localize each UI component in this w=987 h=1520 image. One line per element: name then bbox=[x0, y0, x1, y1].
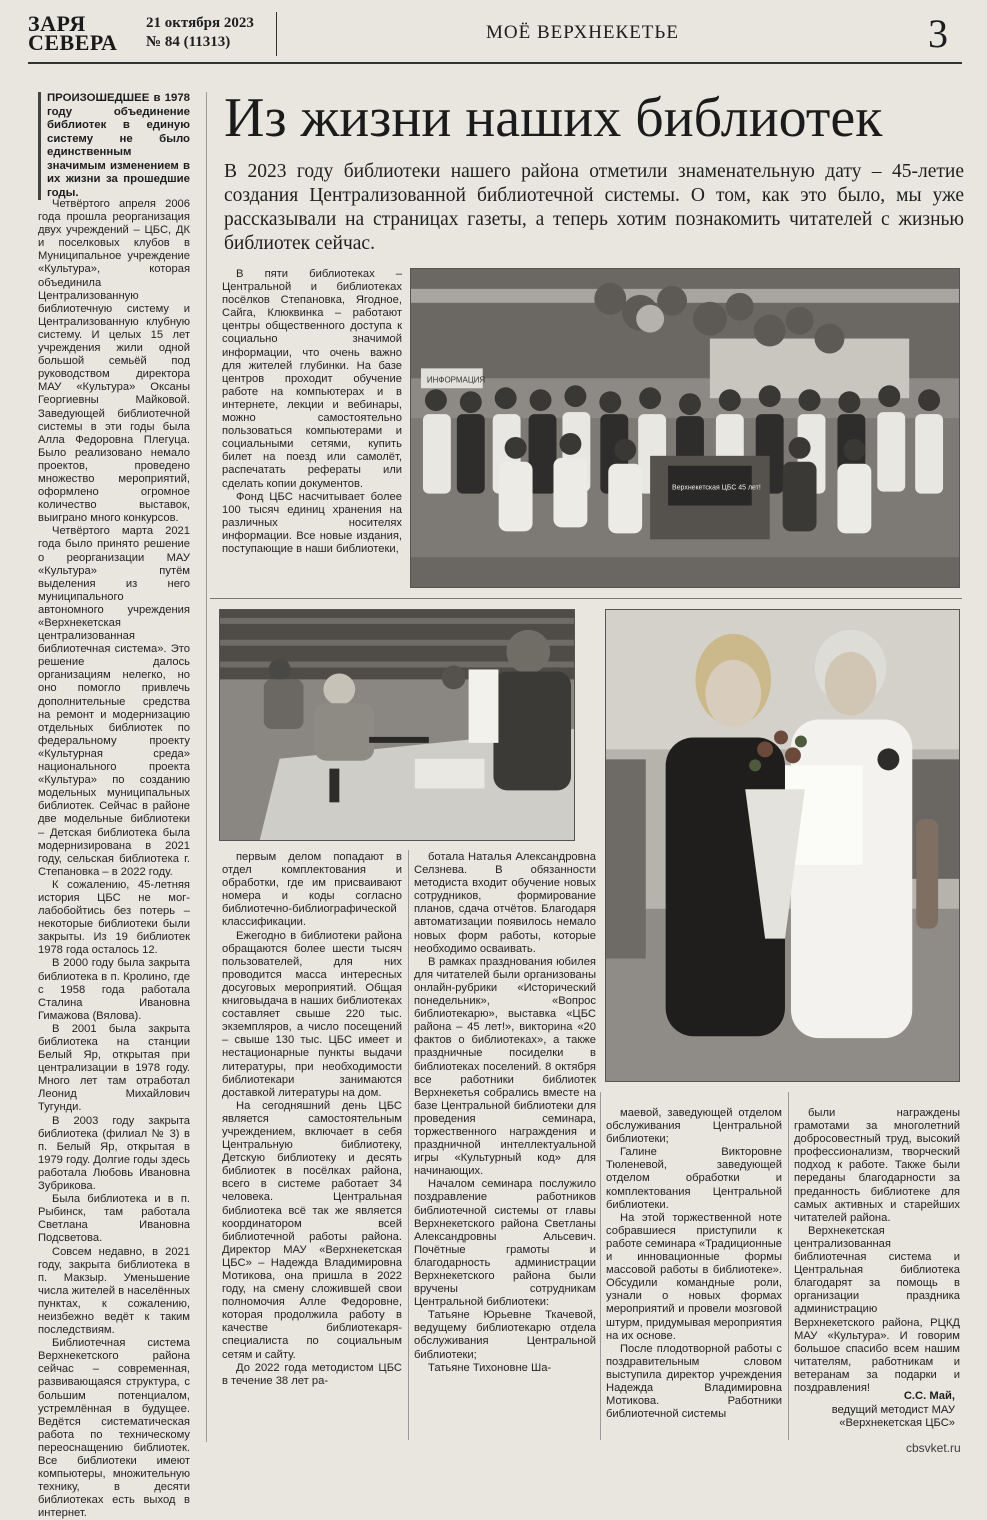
issue-date: 21 октября 2023 bbox=[146, 15, 254, 31]
awardees-image bbox=[606, 610, 959, 1081]
masthead bbox=[28, 11, 133, 55]
col5-paragraph: После плодотворной работы с поздравительным словом выступила директор учреждения Надежда Владимировна Мотикова. Работники библиотечной системы bbox=[606, 1342, 782, 1421]
lead-box: ПРОИЗОШЕДШЕЕ в 1978 году объединение библиотек в единую систему не было единственным значимым изменением в их жизни за прошедшие годы. bbox=[38, 92, 190, 200]
reading-room-image bbox=[220, 610, 574, 840]
group-photo-sign: ИНФОРМАЦИЯ bbox=[426, 375, 486, 385]
issue-info bbox=[146, 14, 254, 52]
col4-paragraph: Татьяне Тихоновне Ша- bbox=[428, 1361, 552, 1374]
col6-paragraph: были награждены грамотами за многолетний добросовестный труд, высокий профессионализм, творческий подход к работе. Также были переданы благодарности за преданность библиотеке для самых активных и старейших читателей района. bbox=[794, 1107, 960, 1224]
col1-paragraph: Библиотечная система Верхнекетского района сейчас – современная, развивающаяся структура, с большим потенциалом, устремлённая в будущее. Ведётся систематическая работа по техническому переоснащению библиотек. Все библиотеки имеют компьютеры, множительную технику, в десяти библиотеках есть выход в интернет. bbox=[38, 1337, 190, 1520]
col2-paragraph: В пяти библиотеках – Центральной и библиотеках посёлков Степановка, Ягодное, Сайга, Клюквинка – работают центры общественного доступа к социально значимой информации, что очень важно для жителей глубинки. На базе центров проходит обучение работе на компьютерах и в интернете, лекции и вебинары, можно самостоятельно пользоваться компьютерами и социальными сетями, купить билет на поезд или самолёт, распечатать рефераты или сделать копии документов. bbox=[222, 268, 402, 490]
author-signature bbox=[805, 1390, 955, 1431]
col4-paragraph: Началом семинара послужило поздравление работников библиотечной системы от главы Верхнекетского района Светланы Александровны Альсевич. Почётные грамоты и благодарность администрации Верхнекетского района были вручены сотрудникам Центральной библиотеки: bbox=[414, 1178, 596, 1309]
section-title: МОЁ ВЕРХНЕКЕТЬЕ bbox=[486, 22, 679, 43]
column-rule bbox=[788, 1092, 789, 1440]
group-photo bbox=[410, 268, 960, 588]
col1-paragraph: К сожалению, 45-летняя история ЦБС не моглабобойтись без потерь – некоторые библиотеки были закрыты. Из 19 библиотек 1978 года осталось 12. bbox=[38, 878, 190, 957]
col1-paragraph: Совсем недавно, в 2021 году, закрыта библиотека в п. Макзыр. Уменьшение числа жителей в населённых пунктах, к сожалению, неизбежно ведёт к таким последствиям. bbox=[38, 1245, 190, 1337]
page-number: 3 bbox=[928, 11, 948, 56]
column-rule bbox=[206, 92, 207, 1442]
header-rule bbox=[28, 62, 962, 64]
masthead-line-2: СЕВЕРА bbox=[28, 30, 118, 55]
column-2 bbox=[222, 268, 402, 556]
col5-paragraph: маевой, заведующей отделом обслуживания Центральной библиотеки; bbox=[606, 1107, 782, 1146]
reading-room-photo bbox=[219, 609, 575, 841]
column-6 bbox=[794, 1107, 960, 1395]
col5-paragraph: На этой торжественной ноте собравшиеся приступили к работе семинара «Традиционные и инновационные формы массовой работы в библиотеке». Обсудили командные роли, узнали о новых формах мероприятий и провели мозговой штурм, придумывая мероприятия на их основе. bbox=[606, 1211, 783, 1342]
column-4 bbox=[414, 851, 596, 1375]
article-subtitle: В 2023 году библиотеки нашего района отметили знаменательную дату – 45-летие создания Централизованной библиотечной системы. О том, как это было, мы уже рассказывали на страницах газеты, а теперь хотим познакомить читателей с жизнью библиотек сейчас. bbox=[224, 161, 964, 254]
column-rule bbox=[408, 850, 409, 1440]
col4-paragraph: Татьяне Юрьевне Ткачевой, ведущему библиотекарю отдела обслуживания Центральной библиотеки; bbox=[414, 1309, 596, 1361]
group-photo-banner: Верхнекетская ЦБС 45 лет! bbox=[672, 484, 761, 492]
column-3 bbox=[222, 851, 402, 1388]
col6-paragraph: Верхнекетская централизованная библиотечная система и Центральная библиотека благодарят за помощь в организации праздника администрацию Верхнекетского района, РЦКД МАУ «Культура». И говорим большое спасибо всем нашим читателям, работникам и ветеранам за подарки и поздравления! bbox=[794, 1224, 960, 1394]
column-1 bbox=[38, 198, 190, 1520]
col5-paragraph: Галине Викторовне Тюленевой, заведующей отделом обработки и комплектования Центральной библиотеки. bbox=[606, 1146, 782, 1211]
col1-paragraph: Была библиотека и в п. Рыбинск, там работала Светлана Ивановна Подсветова. bbox=[38, 1193, 190, 1245]
group-photo-image bbox=[411, 269, 959, 587]
col3-paragraph: На сегодняшний день ЦБС является самостоятельным учреждением, включает в себя Центральную библиотеку, Детскую библиотеку и десять библиотек в посёлках района, всего в системе работает 34 человека. Центральная библиотека всё так же является координатором всей библиотечной работы района. Директор МАУ «Верхнекетская ЦБС» – Надежда Владимировна Мотикова, она пришла в 2022 году, на смену сложившей свои полномочия Алле Федоровне, которая продолжила работу в качестве библиотекаря-специалиста по социальным сетям и сайту. bbox=[222, 1099, 402, 1361]
photo-divider bbox=[210, 598, 962, 599]
col3-paragraph: первым делом попадают в отдел комплектования и обработки, где им присваивают номера и коды согласно библиотечно-библиографической классификации. bbox=[222, 851, 402, 929]
author-role: ведущий методист МАУ «Верхнекетская ЦБС» bbox=[831, 1403, 955, 1429]
col1-paragraph: В 2003 году закрыта библиотека (филиал № 3) в п. Белый Яр, открытая в 1979 году. Долгие годы здесь работала Любовь Ивановна Зубрикова. bbox=[38, 1114, 190, 1193]
col3-paragraph: Ежегодно в библиотеки района обращаются более шести тысяч пользователей, для них проводится масса интересных досуговых мероприятий. Общая книговыдача в наших библиотеках составляет свыше 220 тыс. экземпляров, а число посещений – свыше 130 тыс. ЦБС имеет и нестационарные пункты выдачи литературы, при необходимости библиотекари занимаются доставкой литературы на дом. bbox=[222, 929, 402, 1099]
col1-paragraph: В 2000 году была закрыта библиотека в п. Кролино, где с 1958 года работала Сталина Ивановна Гимажова (Вялова). bbox=[38, 957, 190, 1022]
column-rule bbox=[600, 1092, 601, 1440]
col3-paragraph: До 2022 года методистом ЦБС в течение 38 лет ра- bbox=[222, 1361, 402, 1387]
author-name: С.С. Май, bbox=[903, 1390, 955, 1402]
col1-paragraph: Четвёртого апреля 2006 года прошла реорганизация двух учреждений – ЦБС, ДК и поселковых клубов в Муниципальное учреждение «Культура», которая объединила Централизованную библиотечную систему и Централизованную клубную систему. И целых 15 лет учреждения жили одной большой семьёй под руководством директора МАУ «Культура» Оксаны Георгиевны Майковой. Заведующей библиотечной системы в эти годы была Алла Федоровна Плегуца. Было реализовано немало проектов, проведено множество мероприятий, оформлено огромное количество выставок, выиграно много конкурсов. bbox=[38, 198, 190, 525]
col4-paragraph: В рамках празднования юбилея для читателей были организованы онлайн-рубрики «Исторический понедельник», «Вопрос библиотекарю», выставка «ЦБС района – 45 лет!», викторина «20 фактов о библиотеках», а также праздничные посиделки в библиотеках поселений. 8 октября все работники библиотек Верхнекетья собрались вместе на базе Центральной библиотеки для проведения семинара, торжественного награждения и праздничной интеллектуальной игры «Культурный код» для начинающих. bbox=[414, 955, 596, 1178]
article-title: Из жизни наших библиотек bbox=[224, 87, 883, 149]
column-5 bbox=[606, 1107, 782, 1421]
col2-paragraph: Фонд ЦБС насчитывает более 100 тысяч единиц хранения на различных носителях информации. Все новые издания, поступающие в наши библиотеки, bbox=[222, 490, 402, 555]
awardees-photo bbox=[605, 609, 960, 1082]
col1-paragraph: В 2001 была закрыта библиотека на станции Белый Яр, открытая при централизации в 1978 году. Много лет там отработал Леонид Михайлович Тугунди. bbox=[38, 1022, 190, 1114]
col4-paragraph: ботала Наталья Александровна Селзнева. В обязанности методиста входит обучение новых сотрудников, формирование планов, сдача отчётов. Благодаря автоматизации появилось немало новых форм работы, которые необходимо осваивать. bbox=[414, 851, 596, 955]
col1-paragraph: Четвёртого марта 2021 года было принято решение о реорганизации МАУ «Культура» путём выделения из него муниципального автономного учреждения «Верхнекетская централизованная библиотечная система». Это решение далось организациям нелегко, но оно помогло привлечь дополнительные средства на ремонт и модернизацию отдельных библиотек по федеральному проекту «Культурная среда» национального проекта «Культура» по созданию модельных муниципальных библиотек. Сейчас в районе две модельные библиотеки – Детская библиотека была модернизирована в 2021 году, сельская библиотека г. Степановка – в 2022 году. bbox=[38, 525, 190, 878]
source-watermark: cbsvket.ru bbox=[906, 1441, 961, 1455]
issue-number: № 84 (11313) bbox=[146, 34, 231, 50]
header-divider bbox=[276, 12, 277, 56]
masthead-line-1: ЗАРЯ bbox=[28, 11, 86, 36]
